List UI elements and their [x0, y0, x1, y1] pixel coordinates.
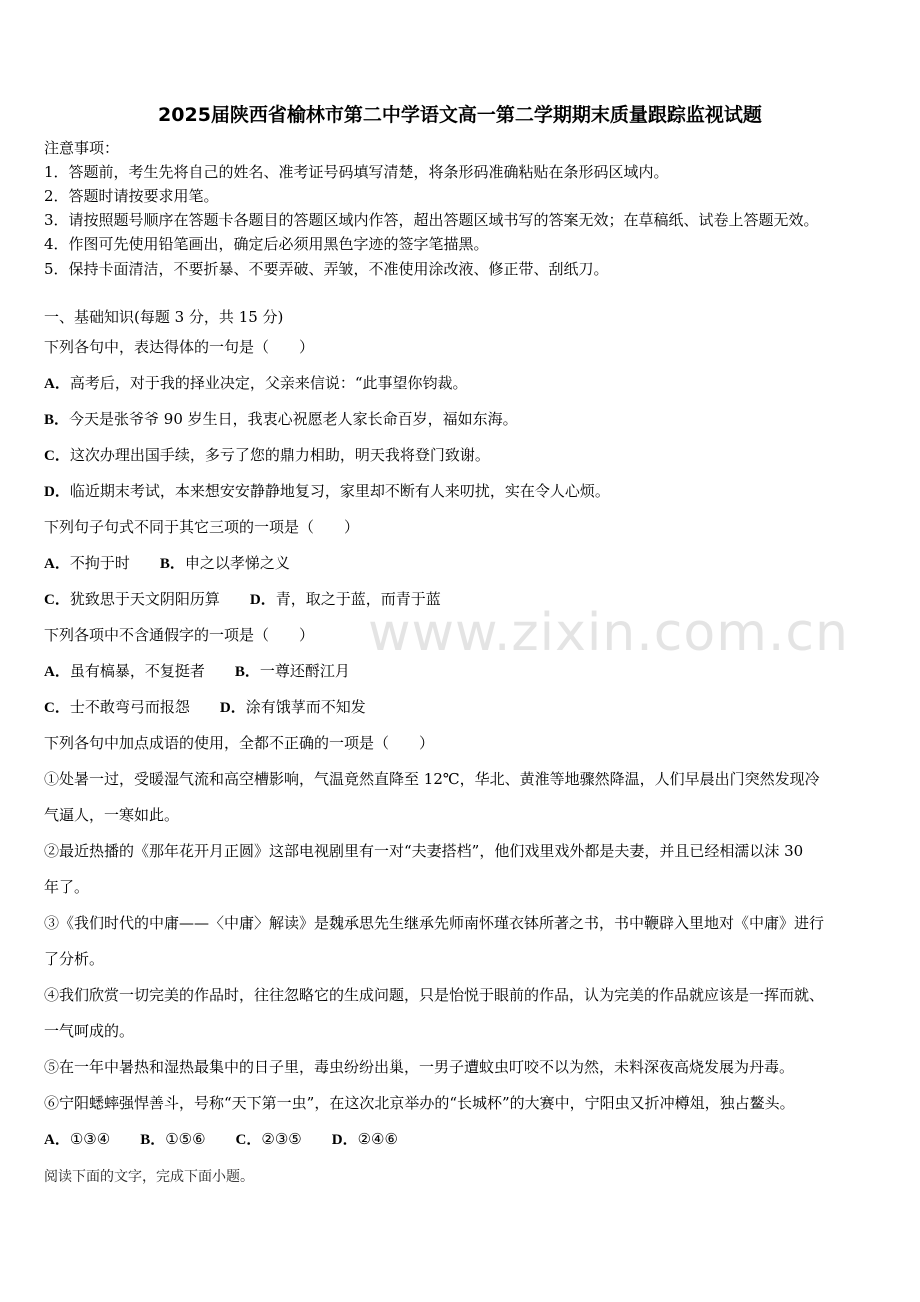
option-row: [44, 1129, 398, 1150]
passage-line: 一气呵成的。: [44, 1022, 135, 1040]
question-stem: 下列各项中不含通假字的一项是（ ）: [44, 626, 315, 644]
passage-line: ①处暑一过，受暖湿气流和高空槽影响，气温竟然直降至 12℃，华北、黄淮等地骤然降温，人们早晨出门突然发现冷: [44, 770, 820, 788]
option-label: B．: [159, 556, 185, 572]
option-text: 这次办理出国手续，多亏了您的鼎力相助，明天我将登门致谢。: [69, 446, 490, 464]
option-label: A．: [44, 376, 70, 392]
note-item: 1．答题前，考生先将自己的姓名、准考证号码填写清楚，将条形码准确粘贴在条形码区域内。: [44, 163, 669, 181]
passage-line: ②最近热播的《那年花开月正圆》这部电视剧里有一对“夫妻搭档”，他们戏里戏外都是夫妻，并且已经相濡以沫 30: [44, 842, 804, 860]
question-stem: 下列各句中加点成语的使用，全都不正确的一项是（ ）: [44, 734, 435, 752]
option-text: 犹致思于天文阴阳历算: [69, 590, 220, 608]
option-label: B．: [140, 1132, 166, 1148]
question-stem: 下列句子句式不同于其它三项的一项是（ ）: [44, 518, 360, 536]
option-label: B．: [44, 412, 70, 428]
option-b: [44, 409, 518, 430]
option-text: 临近期末考试，本来想安安静静地复习，家里却不断有人来叨扰，实在令人心烦。: [69, 482, 610, 500]
option-label: C．: [44, 592, 70, 608]
passage-line: ③《我们时代的中庸——〈中庸〉解读》是魏承思先生继承先师南怀瑾衣钵所著之书，书中鞭辟入里地对《中庸》进行: [44, 914, 825, 932]
option-text: ②③⑤: [261, 1130, 302, 1148]
option-label: B．: [234, 664, 260, 680]
passage-line: 了分析。: [44, 950, 105, 968]
option-label: D．: [331, 1132, 358, 1148]
option-label: D．: [249, 592, 276, 608]
option-label: D．: [44, 484, 70, 500]
option-label: C．: [44, 448, 70, 464]
page-title: 2025届陕西省榆林市第二中学语文高一第二学期期末质量跟踪监视试题: [158, 104, 762, 126]
option-row: [44, 589, 441, 610]
note-item: 5．保持卡面清洁，不要折暴、不要弄破、弄皱，不准使用涂改液、修正带、刮纸刀。: [44, 260, 609, 278]
passage-line: ⑥宁阳蟋蟀强悍善斗，号称“天下第一虫”，在这次北京举办的“长城杯”的大赛中，宁阳虫又折冲樽俎，独占鳌头。: [44, 1094, 795, 1112]
reading-prompt: 阅读下面的文字，完成下面小题。: [44, 1169, 254, 1185]
section-heading: 一、基础知识(每题 3 分，共 15 分): [44, 308, 284, 326]
option-row: [44, 661, 350, 682]
option-text: 高考后，对于我的择业决定，父亲来信说：“此事望你钧裁。: [69, 374, 468, 392]
option-text: 虽有槁暴，不复挺者: [69, 662, 205, 680]
option-row: [44, 697, 366, 718]
option-label: A．: [44, 664, 70, 680]
watermark: www.zixin.com.cn: [368, 603, 849, 663]
option-text: 一尊还酹江月: [259, 662, 350, 680]
option-row: [44, 553, 290, 574]
passage-line: 气逼人，一寒如此。: [44, 806, 180, 824]
note-item: 4．作图可先使用铅笔画出，确定后必须用黑色字迹的签字笔描黑。: [44, 235, 489, 253]
option-text: 涂有饿莩而不知发: [245, 698, 366, 716]
passage-line: 年了。: [44, 878, 90, 896]
option-c: [44, 445, 490, 466]
option-text: 不拘于时: [69, 554, 130, 572]
option-text: 士不敢弯弓而报怨: [69, 698, 190, 716]
passage-line: ④我们欣赏一切完美的作品时，往往忽略它的生成问题，只是怡悦于眼前的作品，认为完美的作品就应该是一挥而就、: [44, 986, 825, 1004]
option-text: 申之以孝悌之义: [184, 554, 290, 572]
note-item: 2．答题时请按要求用笔。: [44, 187, 219, 205]
option-label: A．: [44, 556, 70, 572]
note-item: 3．请按照题号顺序在答题卡各题目的答题区域内作答，超出答题区域书写的答案无效；在草稿纸、试卷上答题无效。: [44, 211, 819, 229]
option-text: 今天是张爷爷 90 岁生日，我衷心祝愿老人家长命百岁，福如东海。: [69, 410, 518, 428]
option-label: C．: [44, 700, 70, 716]
option-text: 青，取之于蓝，而青于蓝: [275, 590, 441, 608]
option-label: D．: [219, 700, 246, 716]
notes-heading: 注意事项：: [44, 139, 120, 157]
option-text: ①⑤⑥: [165, 1130, 206, 1148]
passage-line: ⑤在一年中暑热和湿热最集中的日子里，毒虫纷纷出巢，一男子遭蚊虫叮咬不以为然，未料深夜高烧发展为丹毒。: [44, 1058, 795, 1076]
question-stem: 下列各句中，表达得体的一句是（ ）: [44, 338, 315, 356]
option-a: [44, 373, 468, 394]
option-text: ①③④: [69, 1130, 111, 1148]
option-label: A．: [44, 1132, 70, 1148]
option-label: C．: [235, 1132, 262, 1148]
option-d: [44, 481, 610, 502]
option-text: ②④⑥: [357, 1130, 398, 1148]
